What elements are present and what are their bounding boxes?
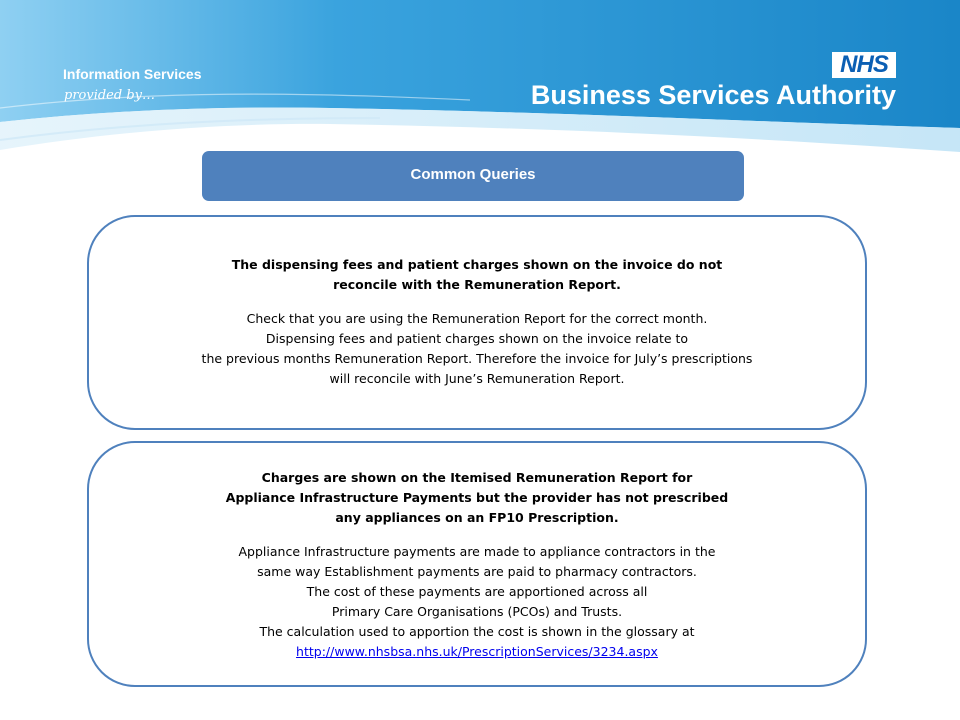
glossary-link[interactable]: http://www.nhsbsa.nhs.uk/PrescriptionServices/3234.aspx <box>296 644 658 659</box>
question-line: The dispensing fees and patient charges shown on the invoice do not <box>231 257 723 272</box>
answer-line: The cost of these payments are apportioned across all <box>306 584 648 599</box>
query-panel-2 <box>87 441 867 687</box>
query-panel-1 <box>87 215 867 430</box>
org-name: Information Services <box>63 66 202 82</box>
paragraph-gap <box>89 295 865 309</box>
paragraph-gap <box>89 528 865 542</box>
answer-line: Dispensing fees and patient charges shown on the invoice relate to <box>265 331 689 346</box>
header-banner <box>0 0 960 165</box>
answer-line: The calculation used to apportion the cost is shown in the glossary at <box>259 624 695 639</box>
answer-line: Primary Care Organisations (PCOs) and Trusts. <box>331 604 623 619</box>
answer-line: Check that you are using the Remuneration Report for the correct month. <box>246 311 708 326</box>
answer-line: will reconcile with June’s Remuneration Report. <box>329 371 625 386</box>
tagline: provided by… <box>64 88 155 103</box>
authority-name: Business Services Authority <box>530 80 896 110</box>
question-line: reconcile with the Remuneration Report. <box>333 277 621 292</box>
question-line: Charges are shown on the Itemised Remuneration Report for <box>261 470 693 485</box>
page-title: Common Queries <box>202 151 744 201</box>
answer-line: the previous months Remuneration Report. Therefore the invoice for July’s prescriptions <box>201 351 753 366</box>
nhs-logo: NHS <box>832 52 896 78</box>
question-line: any appliances on an FP10 Prescription. <box>335 510 619 525</box>
answer-line: Appliance Infrastructure payments are made to appliance contractors in the <box>238 544 716 559</box>
answer-line: same way Establishment payments are paid to pharmacy contractors. <box>257 564 697 579</box>
question-line: Appliance Infrastructure Payments but the provider has not prescribed <box>225 490 729 505</box>
